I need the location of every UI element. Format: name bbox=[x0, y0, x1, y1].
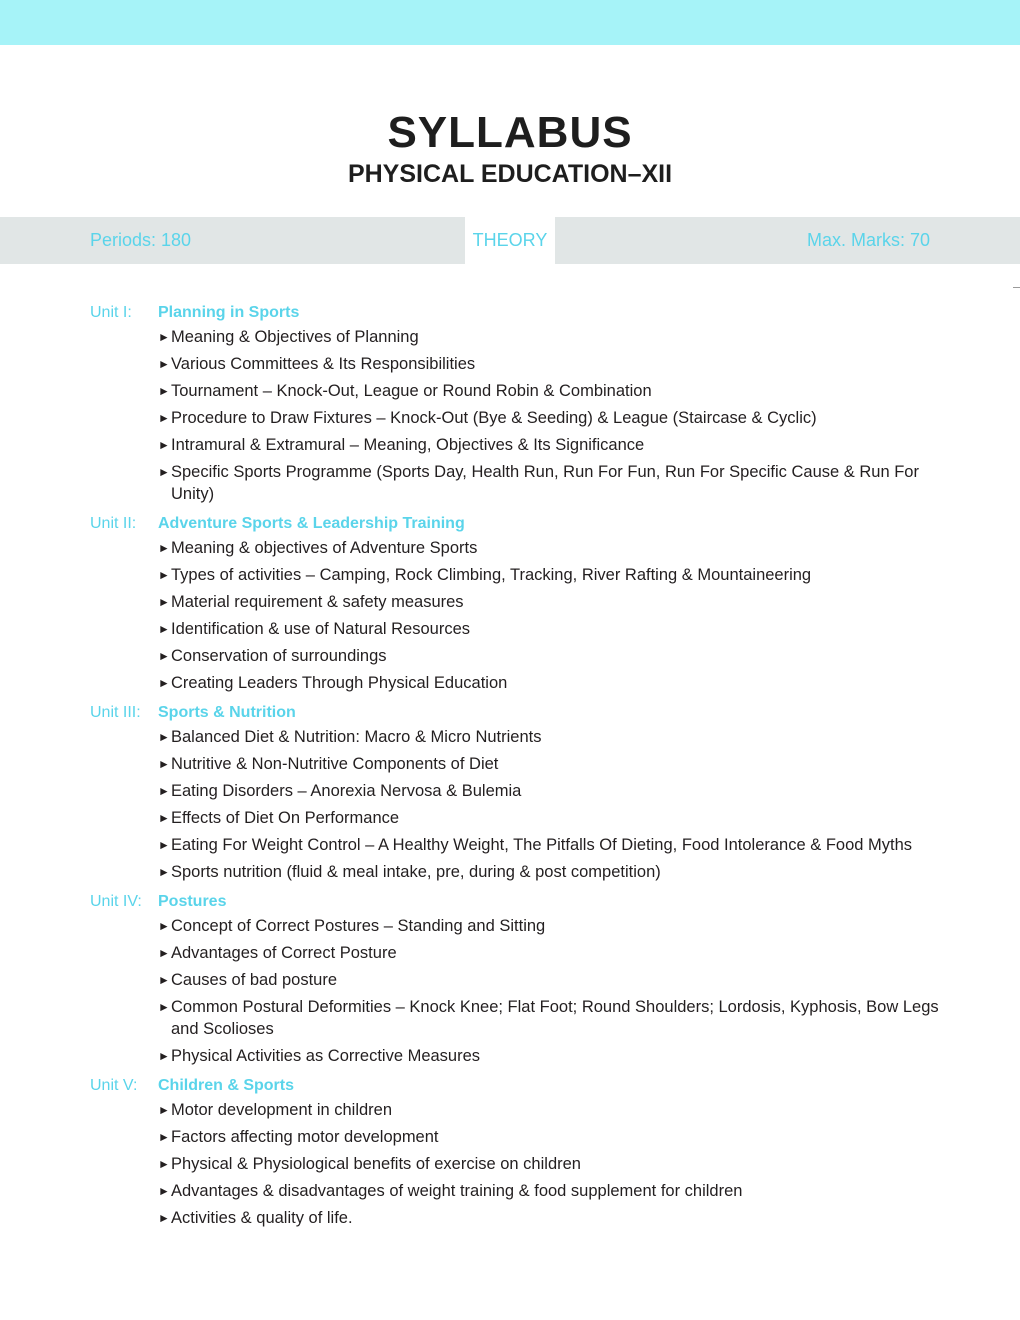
triangle-bullet-icon: ► bbox=[158, 919, 170, 933]
list-item-text: Tournament – Knock-Out, League or Round Robin & Combination bbox=[171, 382, 652, 400]
list-item-text: Conservation of surroundings bbox=[171, 647, 387, 665]
list-item bbox=[158, 380, 940, 402]
list-item bbox=[158, 353, 940, 375]
triangle-bullet-icon: ► bbox=[158, 946, 170, 960]
list-item-text: Various Committees & Its Responsibilities bbox=[171, 355, 476, 373]
list-item bbox=[158, 780, 940, 802]
list-item-text: Specific Sports Programme (Sports Day, Health Run, Run For Fun, Run For Specific Cause & Run For Unity) bbox=[171, 463, 919, 503]
triangle-bullet-icon: ► bbox=[158, 676, 170, 690]
unit-number: Unit I: bbox=[90, 304, 132, 321]
unit-heading bbox=[90, 889, 940, 915]
list-item-text: Concept of Correct Postures – Standing and Sitting bbox=[171, 917, 546, 935]
unit-number: Unit III: bbox=[90, 704, 141, 721]
list-item bbox=[158, 1045, 940, 1067]
list-item-text: Meaning & Objectives of Planning bbox=[171, 328, 419, 346]
unit-section bbox=[90, 300, 940, 505]
list-item-text: Effects of Diet On Performance bbox=[171, 809, 400, 827]
top-color-band bbox=[0, 0, 1020, 45]
periods-label: Periods: 180 bbox=[90, 230, 192, 250]
list-item-text: Causes of bad posture bbox=[171, 971, 338, 989]
list-item bbox=[158, 672, 940, 694]
triangle-bullet-icon: ► bbox=[158, 973, 170, 987]
list-item-text: Types of activities – Camping, Rock Climbing, Tracking, River Rafting & Mountaineering bbox=[171, 566, 812, 584]
unit-title: Postures bbox=[158, 893, 227, 910]
list-item bbox=[158, 461, 940, 505]
unit-title: Sports & Nutrition bbox=[158, 704, 296, 721]
list-item-text: Creating Leaders Through Physical Education bbox=[171, 674, 508, 692]
list-item bbox=[158, 942, 940, 964]
triangle-bullet-icon: ► bbox=[158, 1130, 170, 1144]
list-item bbox=[158, 807, 940, 829]
unit-section bbox=[90, 1073, 940, 1229]
list-item-text: Intramural & Extramural – Meaning, Objectives & Its Significance bbox=[171, 436, 645, 454]
list-item-text: Motor development in children bbox=[171, 1101, 393, 1119]
triangle-bullet-icon: ► bbox=[158, 649, 170, 663]
triangle-bullet-icon: ► bbox=[158, 784, 170, 798]
unit-number: Unit V: bbox=[90, 1077, 138, 1094]
list-item bbox=[158, 834, 940, 856]
page-subtitle: PHYSICAL EDUCATION–XII bbox=[347, 160, 673, 188]
list-item bbox=[158, 618, 940, 640]
triangle-bullet-icon: ► bbox=[158, 1157, 170, 1171]
syllabus-units bbox=[90, 300, 940, 1235]
list-item-text: Physical Activities as Corrective Measures bbox=[171, 1047, 481, 1065]
unit-number: Unit II: bbox=[90, 515, 137, 532]
triangle-bullet-icon: ► bbox=[158, 465, 170, 479]
list-item bbox=[158, 996, 940, 1040]
unit-heading bbox=[90, 511, 940, 537]
list-item bbox=[158, 537, 940, 559]
list-item-text: Material requirement & safety measures bbox=[171, 593, 464, 611]
unit-section bbox=[90, 700, 940, 883]
unit-heading bbox=[90, 1073, 940, 1099]
list-item-text: Advantages of Correct Posture bbox=[171, 944, 397, 962]
triangle-bullet-icon: ► bbox=[158, 357, 170, 371]
triangle-bullet-icon: ► bbox=[158, 568, 170, 582]
list-item bbox=[158, 1207, 940, 1229]
unit-heading bbox=[90, 300, 940, 326]
triangle-bullet-icon: ► bbox=[158, 1000, 170, 1014]
triangle-bullet-icon: ► bbox=[158, 1184, 170, 1198]
topic-list bbox=[90, 326, 940, 505]
list-item-text: Nutritive & Non-Nutritive Components of Diet bbox=[171, 755, 499, 773]
list-item-text: Activities & quality of life. bbox=[171, 1209, 353, 1227]
list-item bbox=[158, 726, 940, 748]
topic-list bbox=[90, 537, 940, 694]
triangle-bullet-icon: ► bbox=[158, 757, 170, 771]
triangle-bullet-icon: ► bbox=[158, 730, 170, 744]
unit-title: Planning in Sports bbox=[158, 304, 300, 321]
edge-mark bbox=[1013, 287, 1020, 288]
list-item-text: Factors affecting motor development bbox=[171, 1128, 439, 1146]
list-item-text: Sports nutrition (fluid & meal intake, pre, during & post competition) bbox=[171, 863, 661, 881]
triangle-bullet-icon: ► bbox=[158, 384, 170, 398]
unit-section bbox=[90, 511, 940, 694]
topic-list bbox=[90, 726, 940, 883]
triangle-bullet-icon: ► bbox=[158, 438, 170, 452]
page-title: SYLLABUS bbox=[387, 108, 633, 157]
max-marks-label: Max. Marks: 70 bbox=[806, 230, 930, 250]
triangle-bullet-icon: ► bbox=[158, 1103, 170, 1117]
list-item bbox=[158, 1099, 940, 1121]
unit-number: Unit IV: bbox=[90, 893, 142, 910]
list-item-text: Physical & Physiological benefits of exercise on children bbox=[171, 1155, 581, 1173]
unit-title: Children & Sports bbox=[158, 1077, 295, 1094]
unit-section bbox=[90, 889, 940, 1067]
list-item bbox=[158, 434, 940, 456]
triangle-bullet-icon: ► bbox=[158, 622, 170, 636]
list-item bbox=[158, 861, 940, 883]
list-item bbox=[158, 753, 940, 775]
list-item bbox=[158, 1180, 940, 1202]
list-item bbox=[158, 1153, 940, 1175]
triangle-bullet-icon: ► bbox=[158, 865, 170, 879]
list-item bbox=[158, 564, 940, 586]
list-item-text: Balanced Diet & Nutrition: Macro & Micro Nutrients bbox=[171, 728, 542, 746]
triangle-bullet-icon: ► bbox=[158, 411, 170, 425]
triangle-bullet-icon: ► bbox=[158, 811, 170, 825]
list-item bbox=[158, 915, 940, 937]
list-item bbox=[158, 969, 940, 991]
list-item-text: Identification & use of Natural Resources bbox=[171, 620, 470, 638]
list-item bbox=[158, 326, 940, 348]
list-item-text: Eating Disorders – Anorexia Nervosa & Bulemia bbox=[171, 782, 522, 800]
unit-heading bbox=[90, 700, 940, 726]
list-item bbox=[158, 1126, 940, 1148]
topic-list bbox=[90, 1099, 940, 1229]
theory-label: THEORY bbox=[465, 217, 555, 264]
triangle-bullet-icon: ► bbox=[158, 541, 170, 555]
list-item-text: Advantages & disadvantages of weight training & food supplement for children bbox=[171, 1182, 743, 1200]
triangle-bullet-icon: ► bbox=[158, 1211, 170, 1225]
unit-title: Adventure Sports & Leadership Training bbox=[158, 515, 465, 532]
triangle-bullet-icon: ► bbox=[158, 1049, 170, 1063]
list-item-text: Common Postural Deformities – Knock Knee; Flat Foot; Round Shoulders; Lordosis, Kyphosis, Bow Legs and Scolioses bbox=[171, 998, 939, 1038]
list-item-text: Procedure to Draw Fixtures – Knock-Out (Bye & Seeding) & League (Staircase & Cyclic) bbox=[171, 409, 817, 427]
list-item bbox=[158, 407, 940, 429]
triangle-bullet-icon: ► bbox=[158, 838, 170, 852]
list-item-text: Eating For Weight Control – A Healthy Weight, The Pitfalls Of Dieting, Food Intolerance & Food Myths bbox=[171, 836, 913, 854]
topic-list bbox=[90, 915, 940, 1067]
triangle-bullet-icon: ► bbox=[158, 330, 170, 344]
list-item bbox=[158, 645, 940, 667]
list-item-text: Meaning & objectives of Adventure Sports bbox=[171, 539, 478, 557]
triangle-bullet-icon: ► bbox=[158, 595, 170, 609]
list-item bbox=[158, 591, 940, 613]
